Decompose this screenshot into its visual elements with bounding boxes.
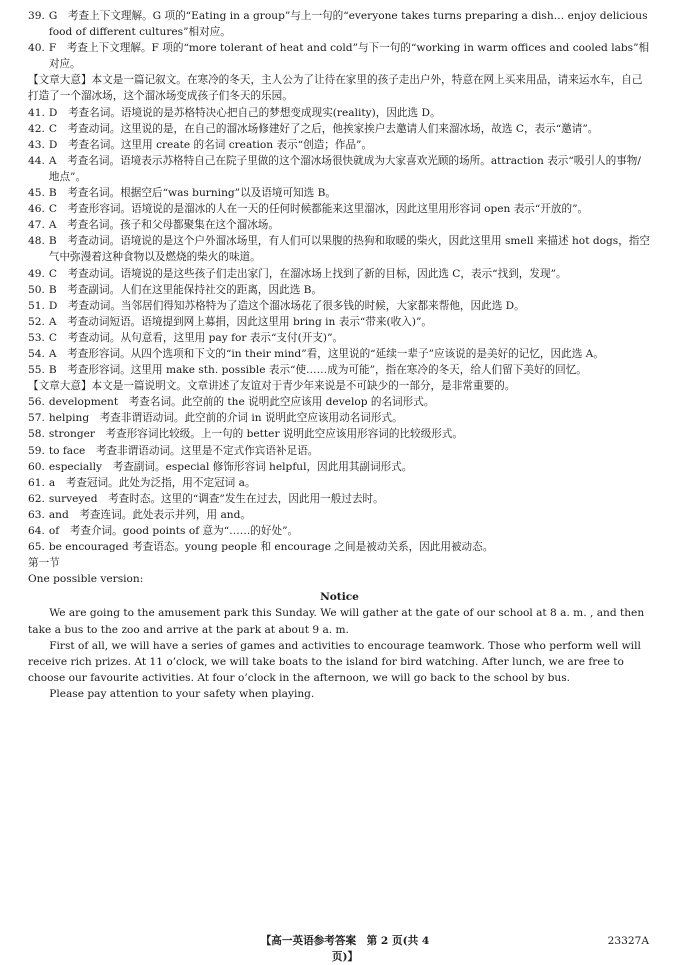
item-text: stronger 考查形容词比较级。上一句的 better 说明此空应该用形容词的比较级形式。 — [48, 428, 463, 441]
item-number: 45. — [28, 187, 45, 200]
model-essay — [28, 605, 651, 702]
item-number: 60. — [28, 460, 45, 473]
item-number: 63. — [28, 508, 45, 521]
item-number: 64. — [28, 525, 45, 537]
item — [28, 394, 651, 410]
item-text: F 考查上下文理解。F 项的“more tolerant of heat and cold”与下一句的“working in warm offices and cooled labs”相对应。 — [48, 42, 650, 71]
item-number: 57. — [28, 412, 45, 425]
item-text: B 考查形容词。这里用 make sth. possible 表示“使……成为可能”，指在寒冷的冬天，给人们留下美好的回忆。 — [48, 364, 587, 377]
item-text: A 考查形容词。从四个选项和下文的“in their mind”看，这里说的“延续一辈子”应该说的是美好的记忆，因此选 A。 — [48, 347, 604, 360]
item — [28, 121, 651, 137]
item — [28, 298, 651, 314]
item-text: A 考查动词短语。语境提到网上募捐，因此这里用 bring in 表示“带来(收入)”。 — [48, 315, 432, 328]
item-number: 52. — [28, 315, 45, 328]
item — [28, 330, 651, 346]
item — [28, 8, 651, 40]
item-number: 46. — [28, 203, 45, 216]
item-number: 39. — [28, 10, 45, 22]
item-text: helping 考查非谓语动词。此空前的介词 in 说明此空应该用动名词形式。 — [48, 412, 403, 425]
item-text: D 考查名词。这里用 create 的名词 creation 表示“创造；作品”。 — [48, 138, 373, 151]
item-number: 56. — [28, 396, 45, 409]
item-number: 58. — [28, 428, 45, 441]
item-text: of 考查介词。good points of 意为“……的好处”。 — [48, 525, 299, 537]
item-text: C 考查动词。从句意看，这里用 pay for 表示“支付(开支)”。 — [48, 331, 344, 344]
item-number: 50. — [28, 283, 45, 296]
item-number: 65. — [28, 541, 45, 554]
item-text: B 考查名词。根据空后“was burning”以及语境可知选 B。 — [48, 187, 336, 200]
version-label: One possible version: — [28, 573, 144, 586]
item — [28, 314, 651, 330]
item — [28, 426, 651, 442]
item-text: D 考查名词。语境说的是苏格特决心把自己的梦想变成现实(reality)，因此选 D。 — [48, 106, 441, 119]
section-label: 第一节 — [28, 557, 60, 570]
item-text: C 考查形容词。语境说的是溜冰的人在一天的任何时候都能来这里溜冰，因此这里用形容词 open 表示“开放的”。 — [48, 203, 589, 216]
item — [28, 153, 651, 185]
item-number: 40. — [28, 42, 45, 55]
item — [28, 233, 651, 265]
item — [28, 539, 651, 555]
item-number: 62. — [28, 492, 45, 505]
item-text: B 考查副词。人们在这里能保持社交的距离，因此选 B。 — [48, 283, 323, 296]
notice-title: Notice — [320, 591, 359, 604]
item-text: development 考查名词。此空前的 the 说明此空应该用 develop 的名词形式。 — [48, 396, 435, 409]
footer-code: 23327A — [607, 935, 649, 947]
item-number: 54. — [28, 347, 45, 360]
item-text: B 考查动词。语境说的是这个户外溜冰场里，有人们可以果腹的热狗和取暖的柴火，因此这里用 smell 来描述 hot dogs，指空气中弥漫着这种食物以及燃烧的柴火的味道。 — [48, 235, 650, 264]
footer-page-info: 【高一英语参考答案 第 2 页(共 4 页)】 — [260, 935, 430, 964]
item-number: 55. — [28, 364, 45, 377]
item-number: 43. — [28, 138, 45, 151]
item-number: 41. — [28, 106, 45, 119]
item-text: surveyed 考查时态。这里的“调查”发生在过去，因此用一般过去时。 — [48, 492, 384, 505]
essay-paragraph: First of all, we will have a series of games and activities to encourage teamwork. Those who perform well will receive rich prizes. At 11 o’clock, we will take boats to the island for bird watching. After lunch, we are free to choose our favourite activities. At four o’clock in the afternoon, we will go back to the school by bus. — [28, 639, 641, 684]
item — [28, 523, 651, 539]
item-text: A 考查名词。语境表示苏格特自己在院子里做的这个溜冰场很快就成为大家喜欢光顾的场所。attraction 表示“吸引人的事物/地点”。 — [48, 154, 641, 183]
item-number: 42. — [28, 122, 45, 135]
item-number: 59. — [28, 444, 45, 457]
item — [28, 491, 651, 507]
item — [28, 217, 651, 233]
item — [28, 266, 651, 282]
item — [28, 443, 651, 459]
essay-paragraph: We are going to the amusement park this Sunday. We will gather at the gate of our school at 8 a. m. , and then take a bus to the zoo and arrive at the park at about 9 a. m. — [28, 607, 645, 636]
item-number: 49. — [28, 267, 45, 280]
answer-content — [28, 8, 651, 702]
item-text: especially 考查副词。especial 修饰形容词 helpful，因此用其副词形式。 — [48, 460, 413, 473]
item-text: A 考查名词。孩子和父母都聚集在这个溜冰场。 — [48, 219, 279, 232]
item — [28, 346, 651, 362]
item-text: C 考查动词。这里说的是，在自己的溜冰场修建好了之后，他挨家挨户去邀请人们来溜冰场，故选 C，表示“邀请”。 — [48, 122, 599, 135]
item — [28, 201, 651, 217]
item-number: 47. — [28, 219, 45, 232]
item-number: 44. — [28, 154, 45, 167]
item — [28, 105, 651, 121]
article-summary: 【文章大意】本文是一篇说明文。文章讲述了友谊对于青少年来说是不可缺少的一部分，是非常重要的。 — [28, 380, 516, 393]
item — [28, 459, 651, 475]
item-text: G 考查上下文理解。G 项的“Eating in a group”与上一句的“everyone takes turns preparing a dish… enjoy delicious food of different cultures”相对应。 — [48, 10, 648, 39]
item — [28, 282, 651, 298]
item-number: 48. — [28, 235, 45, 248]
item — [28, 137, 651, 153]
item-number: 51. — [28, 299, 45, 312]
item-text: C 考查动词。语境说的是这些孩子们走出家门，在溜冰场上找到了新的目标，因此选 C，表示“找到，发现”。 — [48, 267, 567, 280]
item — [28, 185, 651, 201]
item — [28, 410, 651, 426]
item-number: 53. — [28, 331, 45, 344]
item — [28, 362, 651, 378]
item-text: and 考查连词。此处表示并列，用 and。 — [48, 508, 251, 521]
item-text: D 考查动词。当邻居们得知苏格特为了造这个溜冰场花了很多钱的时候，大家都来帮他，因此选 D。 — [48, 299, 525, 312]
item-text: be encouraged 考查语态。young people 和 encourage 之间是被动关系，因此用被动态。 — [48, 541, 494, 554]
item-number: 61. — [28, 476, 45, 489]
article-summary: 【文章大意】本文是一篇记叙文。在寒冷的冬天，主人公为了让待在家里的孩子走出户外，特意在网上买来用品，请来运水车，自己打造了一个溜冰场，这个溜冰场变成孩子们冬天的乐园。 — [28, 74, 643, 103]
essay-paragraph: Please pay attention to your safety when playing. — [49, 687, 315, 700]
item — [28, 40, 651, 72]
item-text: to face 考查非谓语动词。这里是不定式作宾语补足语。 — [48, 444, 319, 457]
item-text: a 考查冠词。此处为泛指，用不定冠词 a。 — [48, 476, 256, 489]
item — [28, 475, 651, 491]
item — [28, 507, 651, 523]
